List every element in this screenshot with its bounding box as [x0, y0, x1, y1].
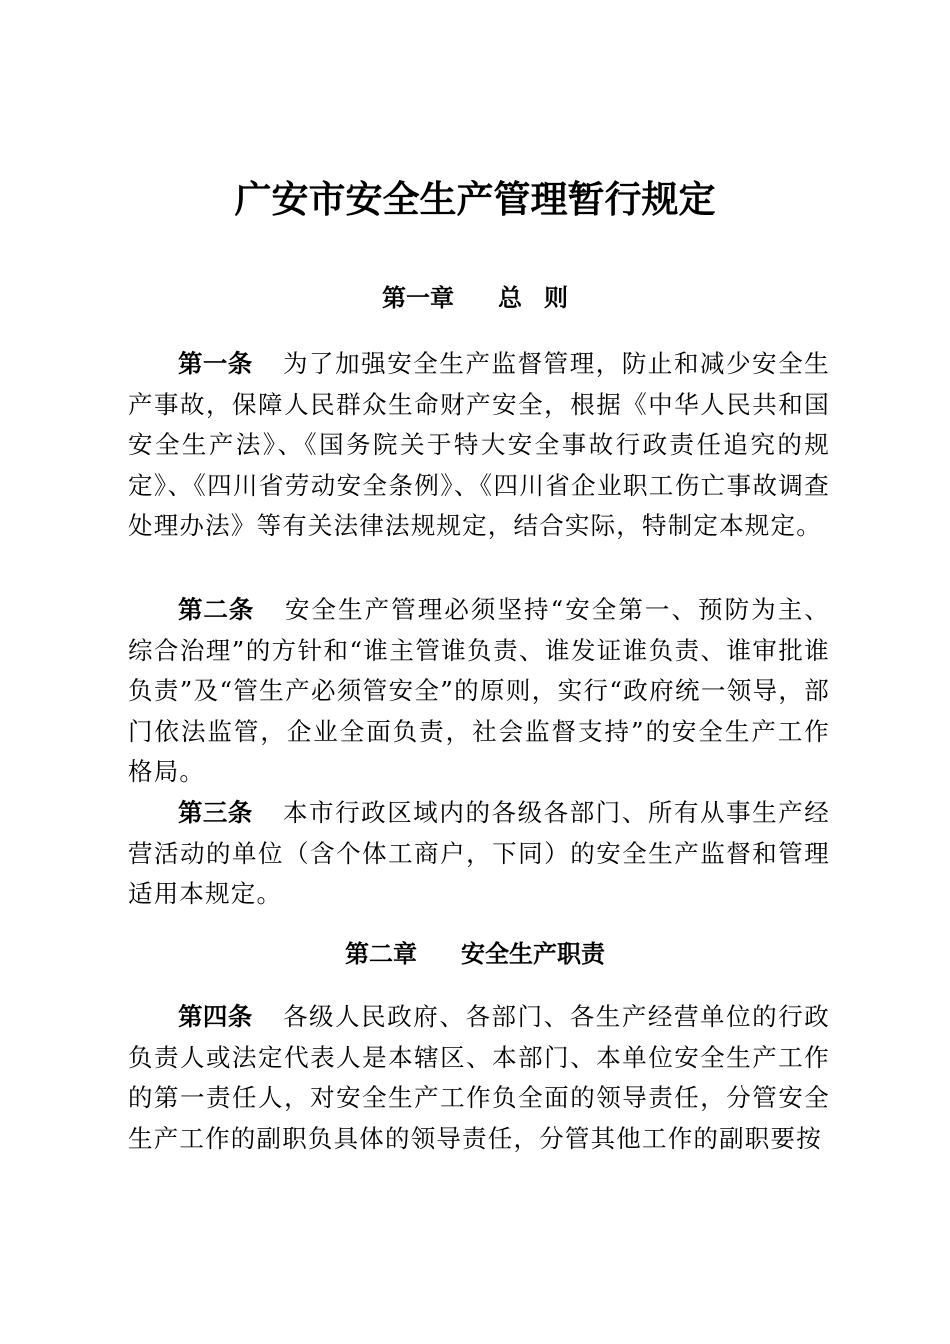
article-text: 安全生产管理必须坚持“安全第一、预防为主、综合治理”的方针和“谁主管谁负责、谁发证谁负责、谁审批谁负责”及“管生产必须管安全”的原则，实行“政府统一领导，部门依法监管，企业全面负责，社会监督支持”的安全生产工作格局。 [128, 595, 831, 787]
document-title: 广安市安全生产管理暂行规定 [234, 177, 716, 221]
chapter-heading-1 [0, 280, 950, 316]
article-number: 第二条 [178, 595, 255, 624]
article-text: 本市行政区域内的各级各部门、所有从事生产经营活动的单位（含个体工商户，下同）的安全生产监督和管理适用本规定。 [128, 798, 831, 909]
article-1 [128, 344, 830, 547]
chapter-name: 总则 [498, 284, 590, 312]
article-3 [128, 793, 830, 915]
article-4 [128, 997, 830, 1159]
chapter-number: 第二章 [345, 940, 417, 968]
article-2 [128, 590, 830, 793]
article-text: 为了加强安全生产监督管理，防止和减少安全生产事故，保障人民群众生命财产安全，根据《中华人民共和国安全生产法》、《国务院关于特大安全事故行政责任追究的规定》、《四川省劳动安全条例》、《四川省企业职工伤亡事故调查处理办法》等有关法律法规规定，结合实际，特制定本规定。 [128, 349, 831, 541]
article-text: 各级人民政府、各部门、各生产经营单位的行政负责人或法定代表人是本辖区、本部门、本单位安全生产工作的第一责任人，对安全生产工作负全面的领导责任，分管安全生产工作的副职负具体的领导责任，分管其他工作的副职要按 [128, 1002, 831, 1153]
article-number: 第一条 [178, 349, 253, 378]
article-number: 第四条 [178, 1002, 253, 1031]
chapter-heading-2 [0, 936, 950, 972]
chapter-number: 第一章 [382, 284, 454, 312]
article-number: 第三条 [178, 798, 253, 827]
chapter-name: 安全生产职责 [461, 940, 605, 968]
